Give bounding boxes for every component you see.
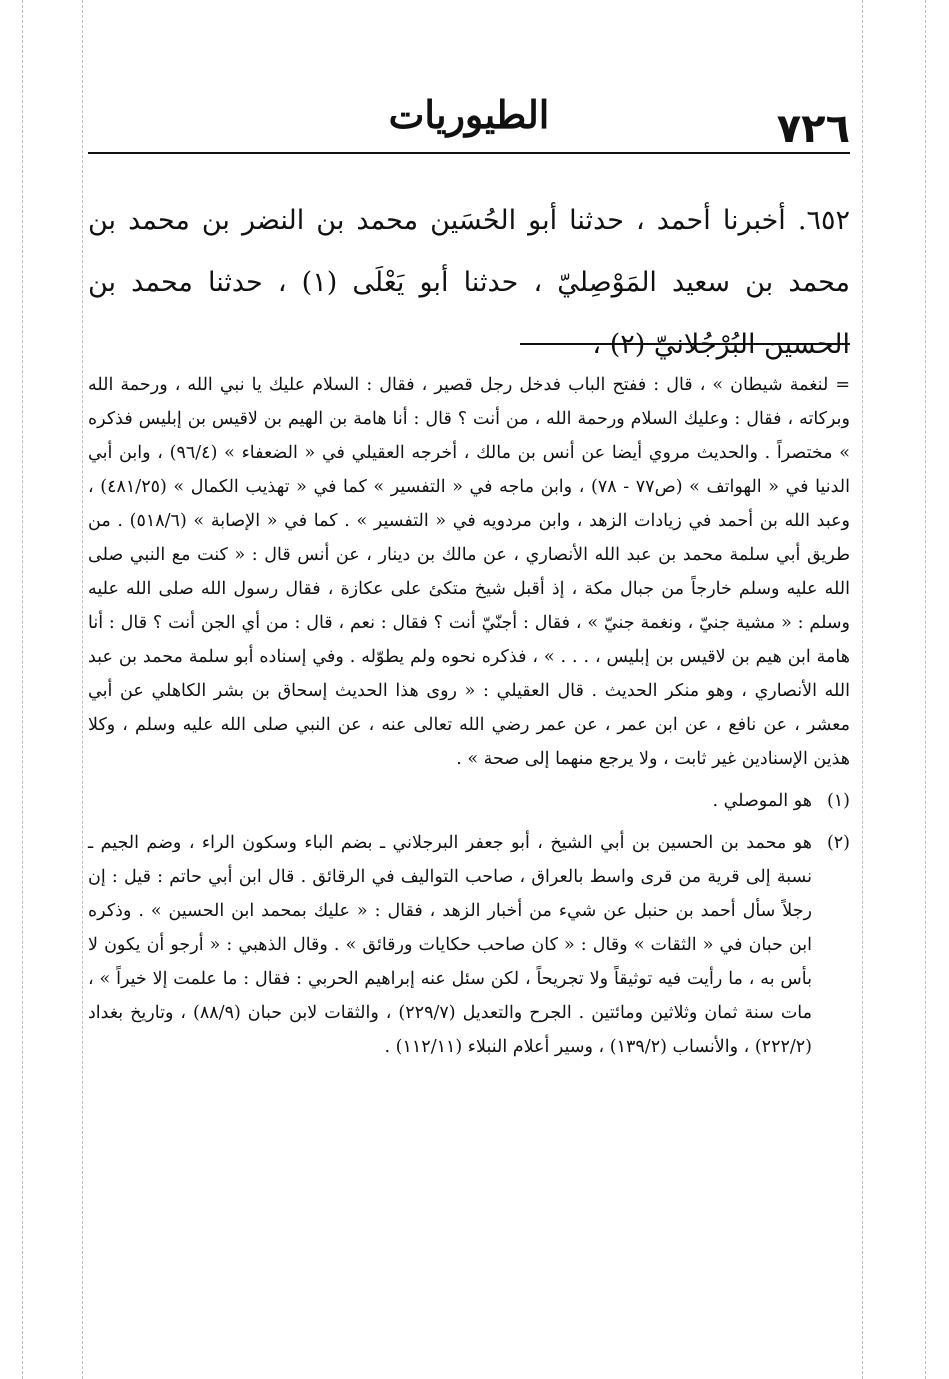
footnote-separator [520, 343, 850, 345]
footnote-2-marker: (٢) [826, 833, 850, 853]
hadith-text: أخبرنا أحمد ، حدثنا أبو الحُسَين محمد بن النضر بن محمد بن محمد بن سعيد المَوْصِليّ ، حدثنا أبو يَعْلَى (١) ، حدثنا محمد بن الحسين البُرْجُلانيّ (٢) ، [88, 205, 850, 360]
scan-guide-line [925, 0, 926, 1379]
scan-guide-line [862, 0, 863, 1379]
footnote-1 [88, 784, 850, 818]
hadith-text-block [88, 190, 850, 376]
scan-guide-line [82, 0, 83, 1379]
footnote-2 [88, 826, 850, 1064]
footnote-continuation: = لنغمة شيطان » ، قال : ففتح الباب فدخل رجل قصير ، فقال : السلام عليك يا نبي الله ، ورحمة الله وبركاته ، فقال : وعليك السلام ورحمة الله ، من أنت ؟ قال : أنا هامة بن الهيم بن لاقيس بن إبليس فذكره » مختصراً . والحديث مروي أيضا عن أنس بن مالك ، أخرجه العقيلي في « الضعفاء » (٩٦/٤) ، وابن أبي الدنيا في « الهواتف » (ص٧٧ - ٧٨) ، وابن ماجه في « التفسير » كما في « تهذيب الكمال » (٤٨١/٢٥) ، وعبد الله بن أحمد في زيادات الزهد ، وابن مردويه في « التفسير » . كما في « الإصابة » (٥١٨/٦) . من طريق أبي سلمة محمد بن عبد الله الأنصاري ، عن مالك بن دينار ، عن أنس قال : « كنت مع النبي صلى الله عليه وسلم خارجاً من جبال مكة ، إذ أقبل شيخ متكئ على عكازة ، فقال رسول الله صلى الله عليه وسلم : « مشية جنيّ ، ونغمة جنيّ » ، فقال : أجنّيّ أنت ؟ فقال : نعم ، قال : من أي الجن أنت ؟ قال : أنا هامة ابن هيم بن لاقيس بن إبليس ، . . . » ، فذكره نحوه ولم يطوّله . وفي إسناده أبو سلمة محمد بن عبد الله الأنصاري ، وهو منكر الحديث . قال العقيلي : « روى هذا الحديث إسحاق بن بشر الكاهلي عن أبي معشر ، عن نافع ، عن ابن عمر ، عن عمر رضي الله تعالى عنه ، عن النبي صلى الله عليه وسلم ، وكلا هذين الإسنادين غير ثابت ، ولا يرجع منهما إلى صحة » . [88, 375, 850, 769]
book-title: الطيوريات [388, 92, 550, 137]
footnotes [88, 368, 850, 1064]
hadith-number: ٦٥٢ [806, 205, 850, 236]
page-header [88, 92, 850, 162]
footnote-1-text: هو الموصلي . [712, 791, 812, 811]
page-number: ٧٢٦ [776, 106, 850, 152]
header-rule [88, 152, 850, 154]
footnote-1-marker: (١) [826, 791, 850, 811]
hadith-number-dot: . [797, 205, 807, 236]
footnote-2-text: هو محمد بن الحسين بن أبي الشيخ ، أبو جعفر البرجلاني ـ بضم الباء وسكون الراء ، وضم الجيم ـ نسبة إلى قرية من قرى واسط بالعراق ، صاحب التواليف في الرقائق . قال ابن أبي حاتم : قيل : إن رجلاً سأل أحمد بن حنبل عن شيء من أخبار الزهد ، فقال : « عليك بمحمد ابن الحسين » . وذكره ابن حبان في « الثقات » وقال : « كان صاحب حكايات ورقائق » . وقال الذهبي : « أرجو أن يكون لا بأس به ، ما رأيت فيه توثيقاً ولا تجريحاً ، لكن سئل عنه إبراهيم الحربي : فقال : ما علمت إلا خيراً » ، مات سنة ثمان وثلاثين ومائتين . الجرح والتعديل (٢٢٩/٧) ، والثقات لابن حبان (٨٨/٩) ، وتاريخ بغداد (٢٢٢/٢) ، والأنساب (١٣٩/٢) ، وسير أعلام النبلاء (١١٢/١١) . [88, 833, 812, 1057]
scan-guide-line [22, 0, 23, 1379]
